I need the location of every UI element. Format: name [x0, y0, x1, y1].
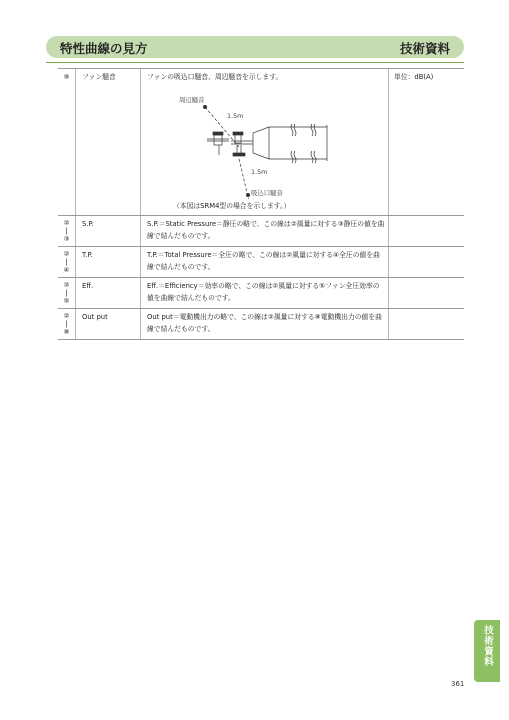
table-row: [58, 247, 464, 278]
row-unit: [389, 247, 465, 278]
noise-measurement-diagram: [159, 87, 359, 199]
row-term: T.P.: [76, 247, 141, 278]
section-category: 技術資料: [399, 41, 450, 56]
diagram-caption: （本図はSRM4型の場合を示します。）: [173, 201, 291, 210]
table-row: [58, 278, 464, 309]
row-number: ② | ③: [58, 216, 76, 247]
row-unit: [389, 216, 465, 247]
inlet-noise-label: 吸込口騒音: [251, 188, 283, 197]
ambient-distance-label: 1.5m: [227, 111, 244, 120]
page-number: 361: [451, 680, 465, 688]
row-unit: 単位：dB(A): [389, 69, 465, 216]
row-term: Out put: [76, 309, 141, 340]
table-row: [58, 216, 464, 247]
row-term: Eff.: [76, 278, 141, 309]
row-number: ② | ④: [58, 247, 76, 278]
page-title: 特性曲線の見方: [60, 41, 148, 56]
header-divider: [46, 62, 464, 63]
table-row: [58, 69, 464, 216]
row-description-cell: [141, 69, 389, 216]
row-number: ② | ⑧: [58, 309, 76, 340]
section-side-tab: [474, 620, 500, 682]
row-number: ② | ⑤: [58, 278, 76, 309]
side-tab-label: 技術資料: [482, 625, 493, 667]
page-header: [46, 36, 464, 58]
row-number: ⑨: [58, 69, 76, 216]
row-description: S.P.＝Static Pressure＝静圧の略で、この線は②風量に対する③静圧の値を曲線で結んだものです。: [141, 216, 389, 247]
row-description: ファンの吸込口騒音、周辺騒音を示します。: [147, 73, 283, 81]
ambient-noise-label: 周辺騒音: [179, 95, 205, 104]
row-term: S.P.: [76, 216, 141, 247]
row-unit: [389, 278, 465, 309]
row-unit: [389, 309, 465, 340]
inlet-distance-label: 1.5m: [251, 167, 268, 176]
table-row: [58, 309, 464, 340]
row-description: T.P.＝Total Pressure＝全圧の略で、この線は②風量に対する④全圧の値を曲線で結んだものです。: [141, 247, 389, 278]
row-description: Out put＝電動機出力の略で、この線は②風量に対する⑧電動機出力の値を曲線で結んだものです。: [141, 309, 389, 340]
row-term: ファン騒音: [76, 69, 141, 216]
row-description: Eff.＝Efficiency＝効率の略で、この線は②風量に対する⑤ファン全圧効率の値を曲線で結んだものです。: [141, 278, 389, 309]
characteristic-curve-table: [58, 68, 464, 340]
